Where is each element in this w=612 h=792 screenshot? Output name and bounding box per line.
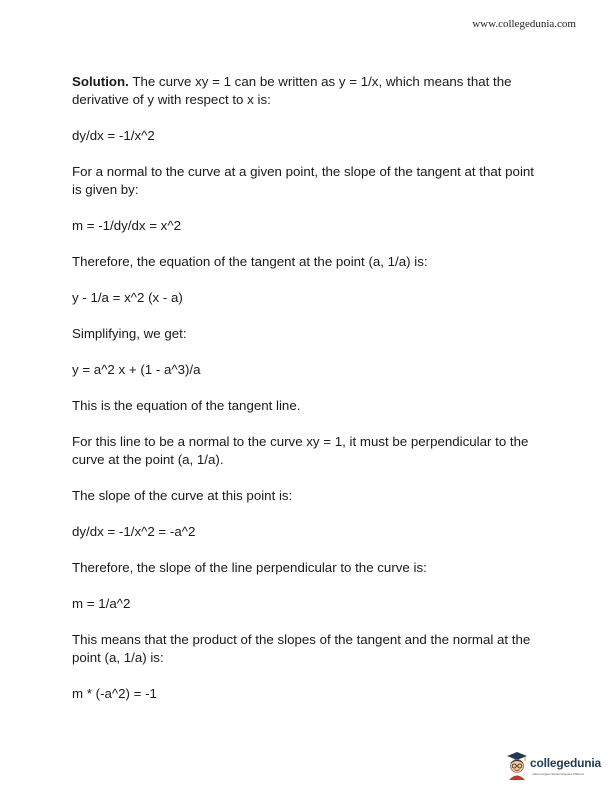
perpendicular-slope-text: Therefore, the slope of the line perpendicular to the curve is: (72, 560, 427, 575)
simplifying-text: Simplifying, we get: (72, 326, 187, 341)
perpendicular-text: For this line to be a normal to the curve xy = 1, it must be perpendicular to the curve at the point (a, 1/a). (72, 434, 529, 467)
logo-tagline: India's largest Student Review Platform (532, 772, 585, 776)
curve-slope-text: The slope of the curve at this point is: (72, 488, 293, 503)
perpendicular-slope-equation: m = 1/a^2 (72, 596, 131, 611)
product-slopes-equation: m * (-a^2) = -1 (72, 686, 157, 701)
tangent-equation-text: Therefore, the equation of the tangent at the point (a, 1/a) is: (72, 254, 428, 269)
solution-intro-text: The curve xy = 1 can be written as y = 1/x, which means that the derivative of y with respect to x is: (72, 74, 512, 107)
simplified-equation: y = a^2 x + (1 - a^3)/a (72, 362, 201, 377)
tangent-line-text: This is the equation of the tangent line. (72, 398, 301, 413)
derivative-equation: dy/dx = -1/x^2 (72, 128, 155, 143)
solution-label: Solution. (72, 74, 129, 89)
student-mascot-icon (506, 750, 528, 780)
normal-slope-text: For a normal to the curve at a given point, the slope of the tangent at that point is given by: (72, 164, 534, 197)
solution-content (72, 73, 542, 703)
solution-intro (72, 73, 542, 109)
product-slopes-text: This means that the product of the slopes of the tangent and the normal at the point (a, 1/a) is: (72, 632, 531, 665)
header-url: www.collegedunia.com (472, 18, 576, 30)
normal-slope-equation: m = -1/dy/dx = x^2 (72, 218, 181, 233)
collegedunia-logo (506, 750, 602, 788)
curve-slope-equation: dy/dx = -1/x^2 = -a^2 (72, 524, 196, 539)
tangent-equation: y - 1/a = x^2 (x - a) (72, 290, 183, 305)
logo-wordmark: collegedunia (530, 756, 601, 770)
